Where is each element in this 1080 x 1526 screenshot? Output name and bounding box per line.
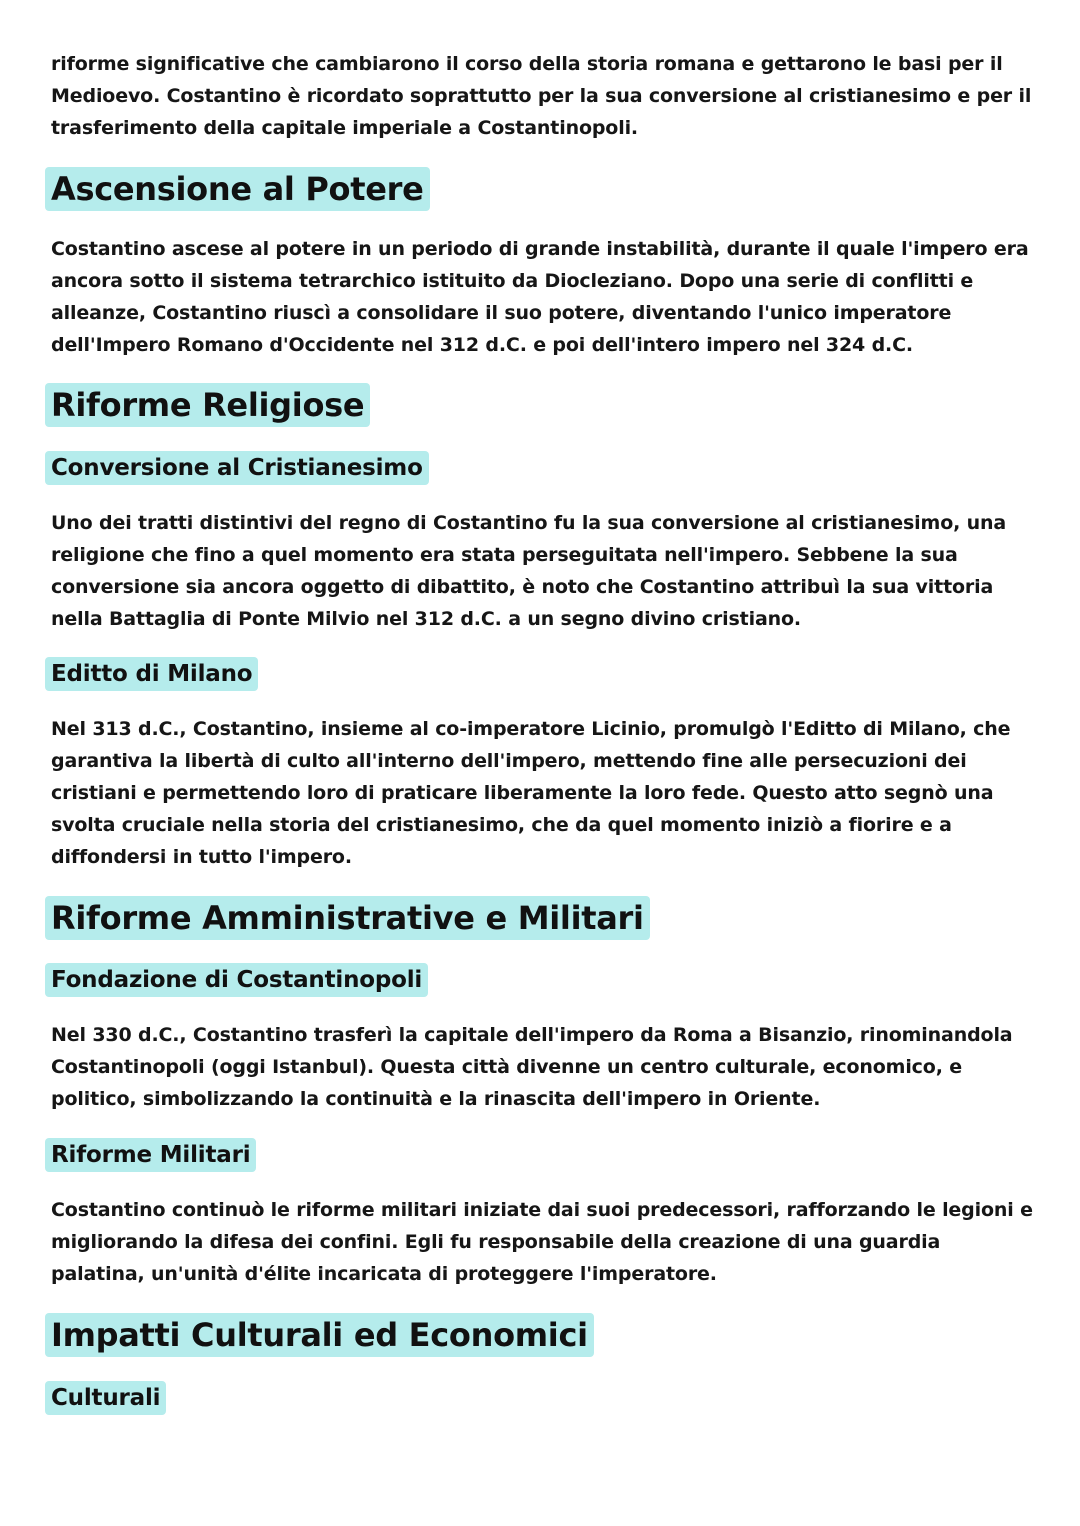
subheading-culturali: Culturali [45, 1381, 166, 1415]
paragraph-editto: Nel 313 d.C., Costantino, insieme al co-imperatore Licinio, promulgò l'Editto di Milano, che garantiva la libertà di culto all'interno dell'impero, mettendo fine alle persecuzioni dei cristiani e permettendo loro di praticare liberamente la loro fede. Questo atto segnò una svolta cruciale nella storia del cristianesimo, che da quel momento iniziò a fiorire e a diffondersi in tutto l'impero. [51, 718, 1011, 868]
intro-paragraph: riforme significative che cambiarono il corso della storia romana e gettarono le basi per il Medioevo. Costantino è ricordato soprattutto per la sua conversione al cristianesimo e per il trasferimento della capitale imperiale a Costantinopoli. [51, 53, 1032, 139]
subheading-editto-di-milano: Editto di Milano [45, 657, 258, 691]
paragraph-militari: Costantino continuò le riforme militari iniziate dai suoi predecessori, rafforzando le legioni e migliorando la difesa dei confini. Egli fu responsabile della creazione di una guardia palatina, un'unità d'élite incaricata di proteggere l'imperatore. [51, 1199, 1033, 1285]
heading-riforme-religiose: Riforme Religiose [45, 383, 370, 427]
subheading-conversione: Conversione al Cristianesimo [45, 451, 429, 485]
heading-impatti-culturali: Impatti Culturali ed Economici [45, 1313, 594, 1357]
paragraph-conversione: Uno dei tratti distintivi del regno di Costantino fu la sua conversione al cristianesimo, una religione che fino a quel momento era stata perseguitata nell'impero. Sebbene la sua conversione sia ancora oggetto di dibattito, è noto che Costantino attribuì la sua vittoria nella Battaglia di Ponte Milvio nel 312 d.C. a un segno divino cristiano. [51, 512, 1007, 630]
paragraph-ascensione: Costantino ascese al potere in un periodo di grande instabilità, durante il quale l'impero era ancora sotto il sistema tetrarchico istituito da Diocleziano. Dopo una serie di conflitti e alleanze, Costantino riuscì a consolidare il suo potere, diventando l'unico imperatore dell'Impero Romano d'Occidente nel 312 d.C. e poi dell'intero impero nel 324 d.C. [51, 238, 1029, 356]
paragraph-fondazione: Nel 330 d.C., Costantino trasferì la capitale dell'impero da Roma a Bisanzio, rinominandola Costantinopoli (oggi Istanbul). Questa città divenne un centro culturale, economico, e politico, simbolizzando la continuità e la rinascita dell'impero in Oriente. [51, 1024, 1013, 1110]
subheading-riforme-militari: Riforme Militari [45, 1138, 256, 1172]
heading-ascensione-al-potere: Ascensione al Potere [45, 167, 430, 211]
subheading-fondazione-costantinopoli: Fondazione di Costantinopoli [45, 963, 428, 997]
heading-riforme-amministrative: Riforme Amministrative e Militari [45, 896, 650, 940]
